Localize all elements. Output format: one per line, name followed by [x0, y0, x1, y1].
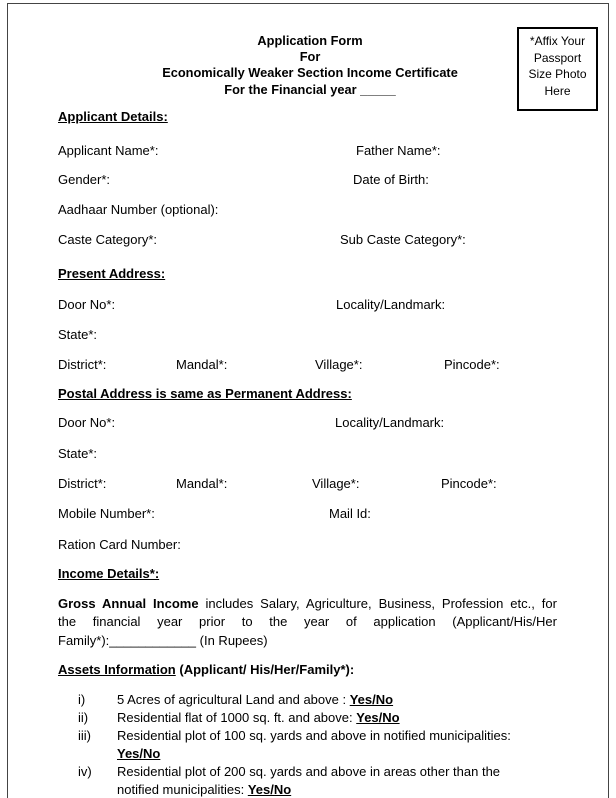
- applicant-name-label: Applicant Name*:: [58, 143, 159, 158]
- photo-instruction-line-2: Passport: [533, 50, 582, 65]
- asset-item-4-numeral: iv): [78, 764, 92, 779]
- asset-item-2: [117, 710, 400, 726]
- present-pincode-label: Pincode*:: [444, 357, 500, 372]
- assets-information-heading: [58, 662, 354, 678]
- assets-information-label: Assets Information: [58, 662, 176, 677]
- postal-pincode-label: Pincode*:: [441, 476, 497, 491]
- form-title-line-3: Economically Weaker Section Income Certificate: [162, 65, 458, 80]
- aadhaar-number-label: Aadhaar Number (optional):: [58, 202, 219, 217]
- form-title-line-2: For: [299, 49, 321, 64]
- postal-district-label: District*:: [58, 476, 107, 491]
- mail-id-label: Mail Id:: [329, 506, 371, 521]
- date-of-birth-label: Date of Birth:: [353, 172, 429, 187]
- asset-item-3-answer: Yes/No: [117, 746, 161, 761]
- present-village-label: Village*:: [315, 357, 363, 372]
- postal-mandal-label: Mandal*:: [176, 476, 228, 491]
- caste-category-label: Caste Category*:: [58, 232, 157, 247]
- assets-information-scope: (Applicant/ His/Her/Family*):: [179, 662, 355, 677]
- postal-state-label: State*:: [58, 446, 98, 461]
- photo-instruction-line-4: Here: [544, 83, 571, 98]
- present-state-label: State*:: [58, 327, 98, 342]
- asset-item-4-text-cont: notified municipalities:: [117, 782, 245, 797]
- photo-placeholder-box: [517, 27, 598, 111]
- asset-item-4-text: Residential plot of 200 sq. yards and above in areas other than the: [117, 764, 501, 779]
- asset-item-4-continued: [117, 782, 291, 798]
- asset-item-2-numeral: ii): [78, 710, 89, 725]
- asset-item-3-numeral: iii): [78, 728, 91, 743]
- father-name-label: Father Name*:: [356, 143, 441, 158]
- form-title-line-4: For the Financial year _____: [224, 82, 396, 97]
- applicant-details-heading: Applicant Details:: [58, 109, 168, 124]
- asset-item-2-text: Residential flat of 1000 sq. ft. and above:: [117, 710, 353, 725]
- asset-item-1-text: 5 Acres of agricultural Land and above :: [117, 692, 347, 707]
- present-district-label: District*:: [58, 357, 107, 372]
- asset-item-1: [117, 692, 393, 708]
- present-address-heading: Present Address:: [58, 266, 166, 281]
- present-door-no-label: Door No*:: [58, 297, 116, 312]
- mobile-number-label: Mobile Number*:: [58, 506, 155, 521]
- income-paragraph-line-3: Family*):____________ (In Rupees): [58, 633, 268, 648]
- sub-caste-category-label: Sub Caste Category*:: [340, 232, 466, 247]
- asset-item-1-numeral: i): [78, 692, 86, 707]
- gross-annual-income-term: Gross Annual Income: [58, 596, 199, 611]
- asset-item-2-answer: Yes/No: [356, 710, 400, 725]
- gender-label: Gender*:: [58, 172, 111, 187]
- photo-instruction-line-3: Size Photo: [528, 67, 587, 81]
- asset-item-3-text: Residential plot of 100 sq. yards and above in notified municipalities:: [117, 728, 511, 743]
- asset-item-1-answer: Yes/No: [349, 692, 394, 707]
- postal-village-label: Village*:: [312, 476, 360, 491]
- income-paragraph-line-1: [58, 596, 557, 612]
- photo-instruction-line-1: *Affix Your: [529, 34, 586, 48]
- postal-door-no-label: Door No*:: [58, 415, 116, 430]
- postal-locality-label: Locality/Landmark:: [335, 415, 445, 430]
- present-mandal-label: Mandal*:: [176, 357, 228, 372]
- form-title-line-1: Application Form: [257, 33, 363, 48]
- postal-address-heading: Postal Address is same as Permanent Address:: [58, 386, 352, 401]
- asset-item-4-answer: Yes/No: [247, 782, 292, 797]
- ration-card-number-label: Ration Card Number:: [58, 537, 181, 552]
- income-details-heading: Income Details*:: [58, 566, 160, 581]
- income-paragraph-line-2: the financial year prior to the year of application (Applicant/His/Her: [58, 614, 557, 629]
- income-paragraph-text-1: includes Salary, Agriculture, Business, Profession etc., for: [205, 596, 557, 611]
- present-locality-label: Locality/Landmark:: [336, 297, 446, 312]
